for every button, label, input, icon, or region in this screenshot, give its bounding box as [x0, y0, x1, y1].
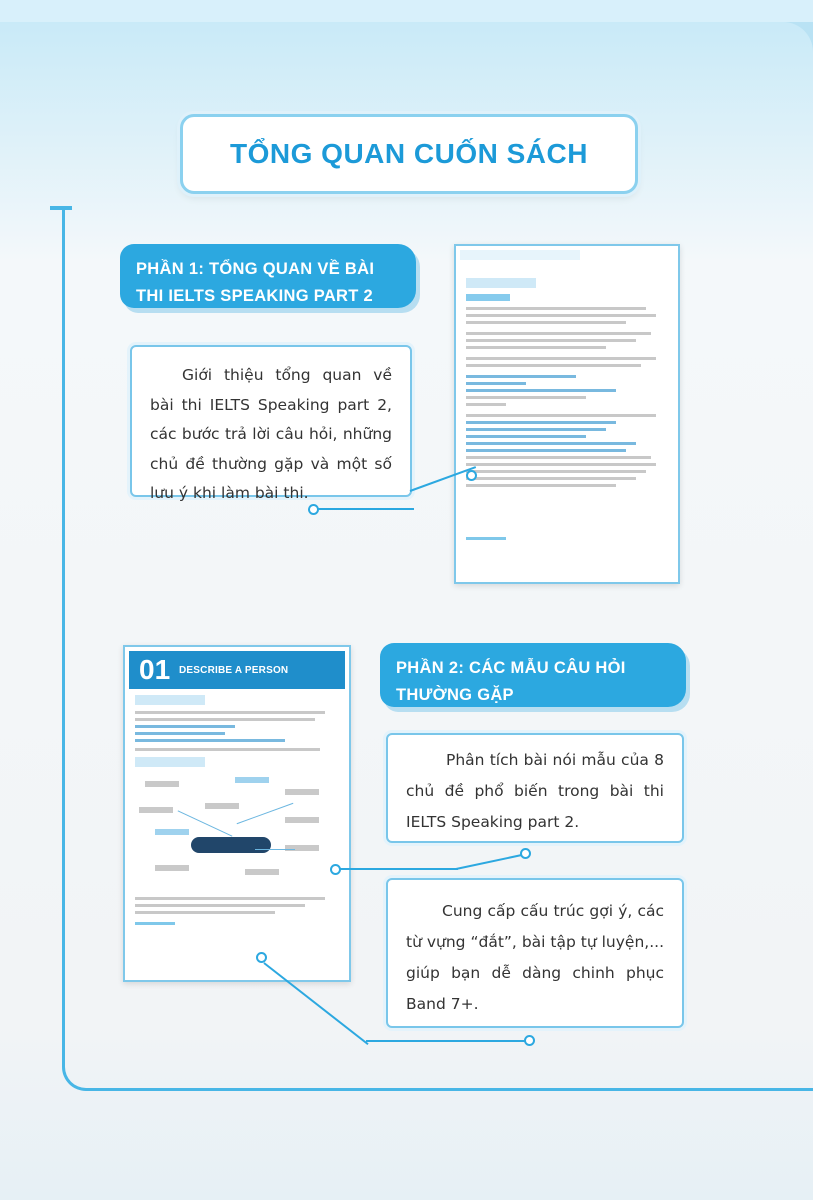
part2-title-line2: THƯỜNG GẶP [396, 686, 514, 704]
part2-connector-dot-end [520, 848, 531, 859]
part2-connector-line [340, 868, 458, 870]
part2-description-2: Cung cấp cấu trúc gợi ý, các từ vựng “đắt”, bài tập tự luyện,... giúp bạn dễ dàng chinh phục Band 7+. [386, 878, 684, 1028]
part1-connector-dot-end [466, 470, 477, 481]
thumbnail-chapter-number: 01 [139, 654, 171, 685]
part2-description-1: Phân tích bài nói mẫu của 8 chủ đề phổ biến trong bài thi IELTS Speaking part 2. [386, 733, 684, 843]
page-title: TỔNG QUAN CUỐN SÁCH [230, 138, 588, 169]
part2-bottom-connector-dot-end [524, 1035, 535, 1046]
part2-title-line1: PHẦN 2: CÁC MẪU CÂU HỎI [396, 659, 626, 677]
thumbnail-chapter-title: DESCRIBE A PERSON [179, 664, 289, 676]
part2-bottom-connector-dot-start [256, 952, 267, 963]
part1-title-line2: THI IELTS SPEAKING PART 2 [136, 287, 373, 305]
part2-banner [380, 643, 686, 707]
part2-page-thumbnail [123, 645, 351, 982]
frame-tick [50, 206, 72, 210]
part1-description: Giới thiệu tổng quan về bài thi IELTS Speaking part 2, các bước trả lời câu hỏi, những chủ đề thường gặp và một số lưu ý khi làm bài thi. [130, 345, 412, 497]
part1-banner [120, 244, 416, 308]
top-band [0, 0, 813, 22]
title-box [180, 114, 638, 194]
part1-connector-line [318, 508, 414, 510]
part1-page-thumbnail [454, 244, 680, 584]
thumbnail-mind-map [135, 773, 339, 883]
part2-bottom-connector-line [366, 1040, 526, 1042]
part1-title-line1: PHẦN 1: TỔNG QUAN VỀ BÀI [136, 260, 375, 278]
